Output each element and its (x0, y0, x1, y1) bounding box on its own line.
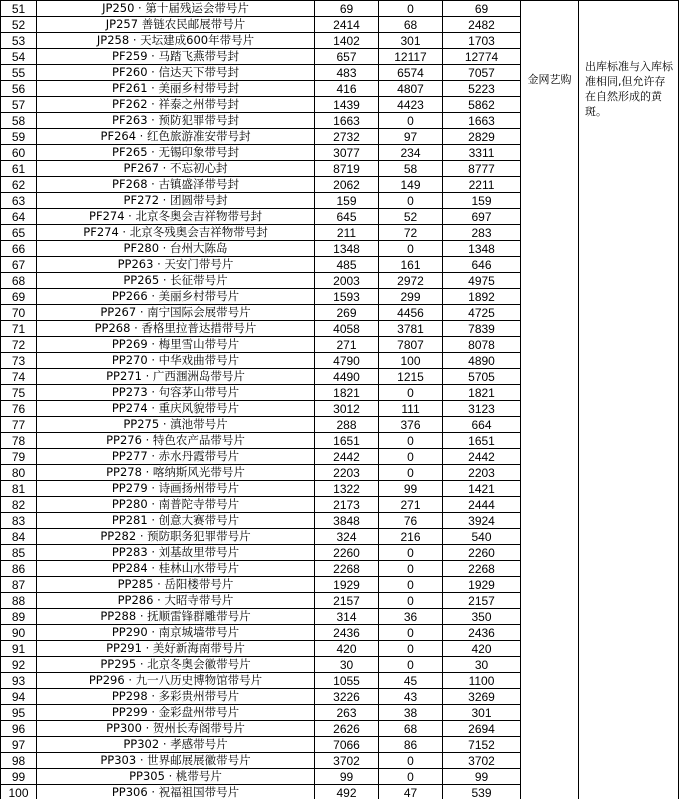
added-quantity-cell: 58 (379, 161, 443, 177)
stock-in-cell: 314 (315, 609, 379, 625)
row-number-cell: 73 (1, 353, 37, 369)
item-name-cell: PP281 · 创意大赛带号片 (37, 513, 315, 529)
item-name-cell: JP250 · 第十届残运会带号片 (37, 1, 315, 17)
added-quantity-cell: 0 (379, 1, 443, 17)
row-number-cell: 66 (1, 241, 37, 257)
item-name-cell: PP295 · 北京冬奥会徽带号片 (37, 657, 315, 673)
total-cell: 8777 (443, 161, 521, 177)
item-name-cell: PP288 · 抚顺雷锋群雕带号片 (37, 609, 315, 625)
row-number-cell: 62 (1, 177, 37, 193)
stock-in-cell: 1439 (315, 97, 379, 113)
item-name-cell: PF280 · 台州大陈岛 (37, 241, 315, 257)
row-number-cell: 54 (1, 49, 37, 65)
total-cell: 4725 (443, 305, 521, 321)
total-cell: 5862 (443, 97, 521, 113)
stock-in-cell: 271 (315, 337, 379, 353)
total-cell: 2694 (443, 721, 521, 737)
added-quantity-cell: 100 (379, 353, 443, 369)
item-name-cell: PP270 · 中华戏曲带号片 (37, 353, 315, 369)
item-name-cell: PF268 · 古镇盛泽带号封 (37, 177, 315, 193)
item-name-cell: PP300 · 贺州长寿阁带号片 (37, 721, 315, 737)
stock-in-cell: 2003 (315, 273, 379, 289)
total-cell: 1348 (443, 241, 521, 257)
stock-in-cell: 485 (315, 257, 379, 273)
added-quantity-cell: 6574 (379, 65, 443, 81)
total-cell: 1421 (443, 481, 521, 497)
stock-in-cell: 2173 (315, 497, 379, 513)
total-cell: 1821 (443, 385, 521, 401)
row-number-cell: 83 (1, 513, 37, 529)
total-cell: 283 (443, 225, 521, 241)
total-cell: 12774 (443, 49, 521, 65)
total-cell: 3702 (443, 753, 521, 769)
row-number-cell: 82 (1, 497, 37, 513)
added-quantity-cell: 76 (379, 513, 443, 529)
row-number-cell: 72 (1, 337, 37, 353)
stock-in-cell: 324 (315, 529, 379, 545)
item-name-cell: PF265 · 无锡印象带号封 (37, 145, 315, 161)
added-quantity-cell: 3781 (379, 321, 443, 337)
added-quantity-cell: 0 (379, 641, 443, 657)
row-number-cell: 99 (1, 769, 37, 785)
row-number-cell: 58 (1, 113, 37, 129)
added-quantity-cell: 52 (379, 209, 443, 225)
item-name-cell: PF260 · 信达天下带号封 (37, 65, 315, 81)
stock-in-cell: 30 (315, 657, 379, 673)
row-number-cell: 97 (1, 737, 37, 753)
item-name-cell: PP273 · 句容茅山带号片 (37, 385, 315, 401)
item-name-cell: PP276 · 特色农产品带号片 (37, 433, 315, 449)
stock-in-cell: 3226 (315, 689, 379, 705)
item-name-cell: PP306 · 祝福祖国带号片 (37, 785, 315, 799)
added-quantity-cell: 0 (379, 193, 443, 209)
total-cell: 664 (443, 417, 521, 433)
total-cell: 2829 (443, 129, 521, 145)
seller-cell: 金网艺购 (521, 1, 579, 799)
row-number-cell: 65 (1, 225, 37, 241)
stock-in-cell: 7066 (315, 737, 379, 753)
row-number-cell: 69 (1, 289, 37, 305)
stock-in-cell: 483 (315, 65, 379, 81)
row-number-cell: 63 (1, 193, 37, 209)
added-quantity-cell: 72 (379, 225, 443, 241)
stock-in-cell: 3702 (315, 753, 379, 769)
added-quantity-cell: 12117 (379, 49, 443, 65)
total-cell: 350 (443, 609, 521, 625)
total-cell: 3311 (443, 145, 521, 161)
added-quantity-cell: 4807 (379, 81, 443, 97)
total-cell: 2444 (443, 497, 521, 513)
added-quantity-cell: 0 (379, 625, 443, 641)
item-name-cell: PP298 · 多彩贵州带号片 (37, 689, 315, 705)
added-quantity-cell: 299 (379, 289, 443, 305)
total-cell: 1929 (443, 577, 521, 593)
added-quantity-cell: 47 (379, 785, 443, 799)
total-cell: 301 (443, 705, 521, 721)
total-cell: 3269 (443, 689, 521, 705)
added-quantity-cell: 68 (379, 17, 443, 33)
row-number-cell: 88 (1, 593, 37, 609)
item-name-cell: PF274 · 北京冬残奥会吉祥物带号封 (37, 225, 315, 241)
total-cell: 2436 (443, 625, 521, 641)
row-number-cell: 56 (1, 81, 37, 97)
row-number-cell: 80 (1, 465, 37, 481)
added-quantity-cell: 0 (379, 433, 443, 449)
item-name-cell: PP286 · 大昭寺带号片 (37, 593, 315, 609)
total-cell: 1892 (443, 289, 521, 305)
item-name-cell: PP299 · 金彩盘州带号片 (37, 705, 315, 721)
stock-in-cell: 657 (315, 49, 379, 65)
item-name-cell: PP285 · 岳阳楼带号片 (37, 577, 315, 593)
note-cell: 出库标准与入库标准相同,但允许存在自然形成的黄斑。 (579, 1, 679, 799)
total-cell: 99 (443, 769, 521, 785)
total-cell: 3123 (443, 401, 521, 417)
added-quantity-cell: 2972 (379, 273, 443, 289)
stock-in-cell: 1348 (315, 241, 379, 257)
stock-in-cell: 2442 (315, 449, 379, 465)
added-quantity-cell: 271 (379, 497, 443, 513)
added-quantity-cell: 68 (379, 721, 443, 737)
item-name-cell: PP278 · 喀纳斯风光带号片 (37, 465, 315, 481)
item-name-cell: PP267 · 南宁国际会展带号片 (37, 305, 315, 321)
stock-in-cell: 269 (315, 305, 379, 321)
item-name-cell: PF272 · 团圆带号封 (37, 193, 315, 209)
added-quantity-cell: 301 (379, 33, 443, 49)
added-quantity-cell: 0 (379, 657, 443, 673)
item-name-cell: PP268 · 香格里拉普达措带号片 (37, 321, 315, 337)
table-row (1, 1, 679, 17)
stock-in-cell: 420 (315, 641, 379, 657)
row-number-cell: 61 (1, 161, 37, 177)
stock-in-cell: 2260 (315, 545, 379, 561)
item-name-cell: PF259 · 马踏飞燕带号封 (37, 49, 315, 65)
row-number-cell: 77 (1, 417, 37, 433)
item-name-cell: PP274 · 重庆风貌带号片 (37, 401, 315, 417)
added-quantity-cell: 43 (379, 689, 443, 705)
item-name-cell: PF262 · 祥泰之州带号封 (37, 97, 315, 113)
stock-in-cell: 3848 (315, 513, 379, 529)
stock-in-cell: 2157 (315, 593, 379, 609)
stock-in-cell: 1593 (315, 289, 379, 305)
total-cell: 2157 (443, 593, 521, 609)
row-number-cell: 53 (1, 33, 37, 49)
added-quantity-cell: 0 (379, 593, 443, 609)
total-cell: 2268 (443, 561, 521, 577)
item-name-cell: PP265 · 长征带号片 (37, 273, 315, 289)
added-quantity-cell: 149 (379, 177, 443, 193)
stock-in-cell: 159 (315, 193, 379, 209)
total-cell: 4975 (443, 273, 521, 289)
total-cell: 539 (443, 785, 521, 799)
row-number-cell: 60 (1, 145, 37, 161)
added-quantity-cell: 0 (379, 465, 443, 481)
added-quantity-cell: 0 (379, 113, 443, 129)
item-name-cell: PP269 · 梅里雪山带号片 (37, 337, 315, 353)
table-body (1, 1, 679, 799)
total-cell: 1100 (443, 673, 521, 689)
item-name-cell: PP303 · 世界邮展展徽带号片 (37, 753, 315, 769)
stock-in-cell: 4490 (315, 369, 379, 385)
item-name-cell: PF263 · 预防犯罪带号封 (37, 113, 315, 129)
stock-in-cell: 8719 (315, 161, 379, 177)
added-quantity-cell: 1215 (379, 369, 443, 385)
added-quantity-cell: 7807 (379, 337, 443, 353)
stock-in-cell: 2732 (315, 129, 379, 145)
stock-in-cell: 2626 (315, 721, 379, 737)
added-quantity-cell: 38 (379, 705, 443, 721)
stock-in-cell: 2203 (315, 465, 379, 481)
added-quantity-cell: 0 (379, 385, 443, 401)
added-quantity-cell: 99 (379, 481, 443, 497)
stock-in-cell: 2062 (315, 177, 379, 193)
row-number-cell: 93 (1, 673, 37, 689)
added-quantity-cell: 45 (379, 673, 443, 689)
total-cell: 8078 (443, 337, 521, 353)
total-cell: 2442 (443, 449, 521, 465)
item-name-cell: PP277 · 赤水丹霞带号片 (37, 449, 315, 465)
added-quantity-cell: 0 (379, 769, 443, 785)
row-number-cell: 57 (1, 97, 37, 113)
added-quantity-cell: 376 (379, 417, 443, 433)
row-number-cell: 91 (1, 641, 37, 657)
stock-in-cell: 1055 (315, 673, 379, 689)
stock-in-cell: 3077 (315, 145, 379, 161)
stock-in-cell: 416 (315, 81, 379, 97)
row-number-cell: 90 (1, 625, 37, 641)
row-number-cell: 64 (1, 209, 37, 225)
total-cell: 5223 (443, 81, 521, 97)
total-cell: 697 (443, 209, 521, 225)
item-name-cell: PP283 · 刘基故里带号片 (37, 545, 315, 561)
total-cell: 420 (443, 641, 521, 657)
added-quantity-cell: 97 (379, 129, 443, 145)
total-cell: 1663 (443, 113, 521, 129)
stock-in-cell: 4058 (315, 321, 379, 337)
stock-in-cell: 1663 (315, 113, 379, 129)
stock-in-cell: 69 (315, 1, 379, 17)
row-number-cell: 52 (1, 17, 37, 33)
row-number-cell: 87 (1, 577, 37, 593)
row-number-cell: 67 (1, 257, 37, 273)
item-name-cell: PP284 · 桂林山水带号片 (37, 561, 315, 577)
item-name-cell: PF274 · 北京冬奥会吉祥物带号封 (37, 209, 315, 225)
row-number-cell: 55 (1, 65, 37, 81)
row-number-cell: 79 (1, 449, 37, 465)
item-name-cell: PP263 · 天安门带号片 (37, 257, 315, 273)
total-cell: 7839 (443, 321, 521, 337)
added-quantity-cell: 161 (379, 257, 443, 273)
total-cell: 540 (443, 529, 521, 545)
added-quantity-cell: 0 (379, 241, 443, 257)
stock-in-cell: 288 (315, 417, 379, 433)
row-number-cell: 89 (1, 609, 37, 625)
added-quantity-cell: 216 (379, 529, 443, 545)
item-name-cell: PP296 · 九一八历史博物馆带号片 (37, 673, 315, 689)
row-number-cell: 71 (1, 321, 37, 337)
row-number-cell: 70 (1, 305, 37, 321)
added-quantity-cell: 0 (379, 449, 443, 465)
row-number-cell: 92 (1, 657, 37, 673)
item-name-cell: JP257 善链农民邮展带号片 (37, 17, 315, 33)
total-cell: 2211 (443, 177, 521, 193)
total-cell: 30 (443, 657, 521, 673)
total-cell: 2203 (443, 465, 521, 481)
added-quantity-cell: 234 (379, 145, 443, 161)
total-cell: 2260 (443, 545, 521, 561)
total-cell: 646 (443, 257, 521, 273)
item-name-cell: PF261 · 美丽乡村带号封 (37, 81, 315, 97)
row-number-cell: 95 (1, 705, 37, 721)
item-name-cell: PP279 · 诗画扬州带号片 (37, 481, 315, 497)
total-cell: 3924 (443, 513, 521, 529)
total-cell: 1651 (443, 433, 521, 449)
stock-in-cell: 1651 (315, 433, 379, 449)
item-name-cell: PF267 · 不忘初心封 (37, 161, 315, 177)
stock-in-cell: 99 (315, 769, 379, 785)
stock-in-cell: 492 (315, 785, 379, 799)
row-number-cell: 85 (1, 545, 37, 561)
item-name-cell: PP280 · 南普陀寺带号片 (37, 497, 315, 513)
added-quantity-cell: 36 (379, 609, 443, 625)
row-number-cell: 51 (1, 1, 37, 17)
item-name-cell: PP305 · 桃带号片 (37, 769, 315, 785)
added-quantity-cell: 0 (379, 577, 443, 593)
added-quantity-cell: 0 (379, 753, 443, 769)
row-number-cell: 94 (1, 689, 37, 705)
added-quantity-cell: 111 (379, 401, 443, 417)
item-name-cell: JP258 · 天坛建成600年带号片 (37, 33, 315, 49)
item-name-cell: PP291 · 美好新海南带号片 (37, 641, 315, 657)
total-cell: 4890 (443, 353, 521, 369)
stock-in-cell: 1402 (315, 33, 379, 49)
stock-in-cell: 211 (315, 225, 379, 241)
row-number-cell: 59 (1, 129, 37, 145)
stock-in-cell: 1821 (315, 385, 379, 401)
row-number-cell: 76 (1, 401, 37, 417)
row-number-cell: 68 (1, 273, 37, 289)
row-number-cell: 84 (1, 529, 37, 545)
item-name-cell: PP302 · 孝感带号片 (37, 737, 315, 753)
stock-in-cell: 263 (315, 705, 379, 721)
row-number-cell: 100 (1, 785, 37, 799)
total-cell: 5705 (443, 369, 521, 385)
item-name-cell: PP282 · 预防职务犯罪带号片 (37, 529, 315, 545)
total-cell: 7057 (443, 65, 521, 81)
stock-in-cell: 3012 (315, 401, 379, 417)
total-cell: 2482 (443, 17, 521, 33)
stock-in-cell: 645 (315, 209, 379, 225)
added-quantity-cell: 0 (379, 561, 443, 577)
total-cell: 1703 (443, 33, 521, 49)
total-cell: 69 (443, 1, 521, 17)
row-number-cell: 98 (1, 753, 37, 769)
stock-in-cell: 2268 (315, 561, 379, 577)
added-quantity-cell: 0 (379, 545, 443, 561)
row-number-cell: 86 (1, 561, 37, 577)
row-number-cell: 78 (1, 433, 37, 449)
added-quantity-cell: 4423 (379, 97, 443, 113)
row-number-cell: 75 (1, 385, 37, 401)
row-number-cell: 81 (1, 481, 37, 497)
total-cell: 7152 (443, 737, 521, 753)
added-quantity-cell: 4456 (379, 305, 443, 321)
stock-in-cell: 1322 (315, 481, 379, 497)
added-quantity-cell: 86 (379, 737, 443, 753)
stock-in-cell: 2436 (315, 625, 379, 641)
item-name-cell: PP290 · 南京城墙带号片 (37, 625, 315, 641)
item-name-cell: PP275 · 滇池带号片 (37, 417, 315, 433)
item-name-cell: PF264 · 红色旅游准安带号封 (37, 129, 315, 145)
item-name-cell: PP266 · 美丽乡村带号片 (37, 289, 315, 305)
row-number-cell: 96 (1, 721, 37, 737)
stock-in-cell: 1929 (315, 577, 379, 593)
row-number-cell: 74 (1, 369, 37, 385)
stock-in-cell: 4790 (315, 353, 379, 369)
stock-in-cell: 2414 (315, 17, 379, 33)
total-cell: 159 (443, 193, 521, 209)
item-name-cell: PP271 · 广西涠洲岛带号片 (37, 369, 315, 385)
